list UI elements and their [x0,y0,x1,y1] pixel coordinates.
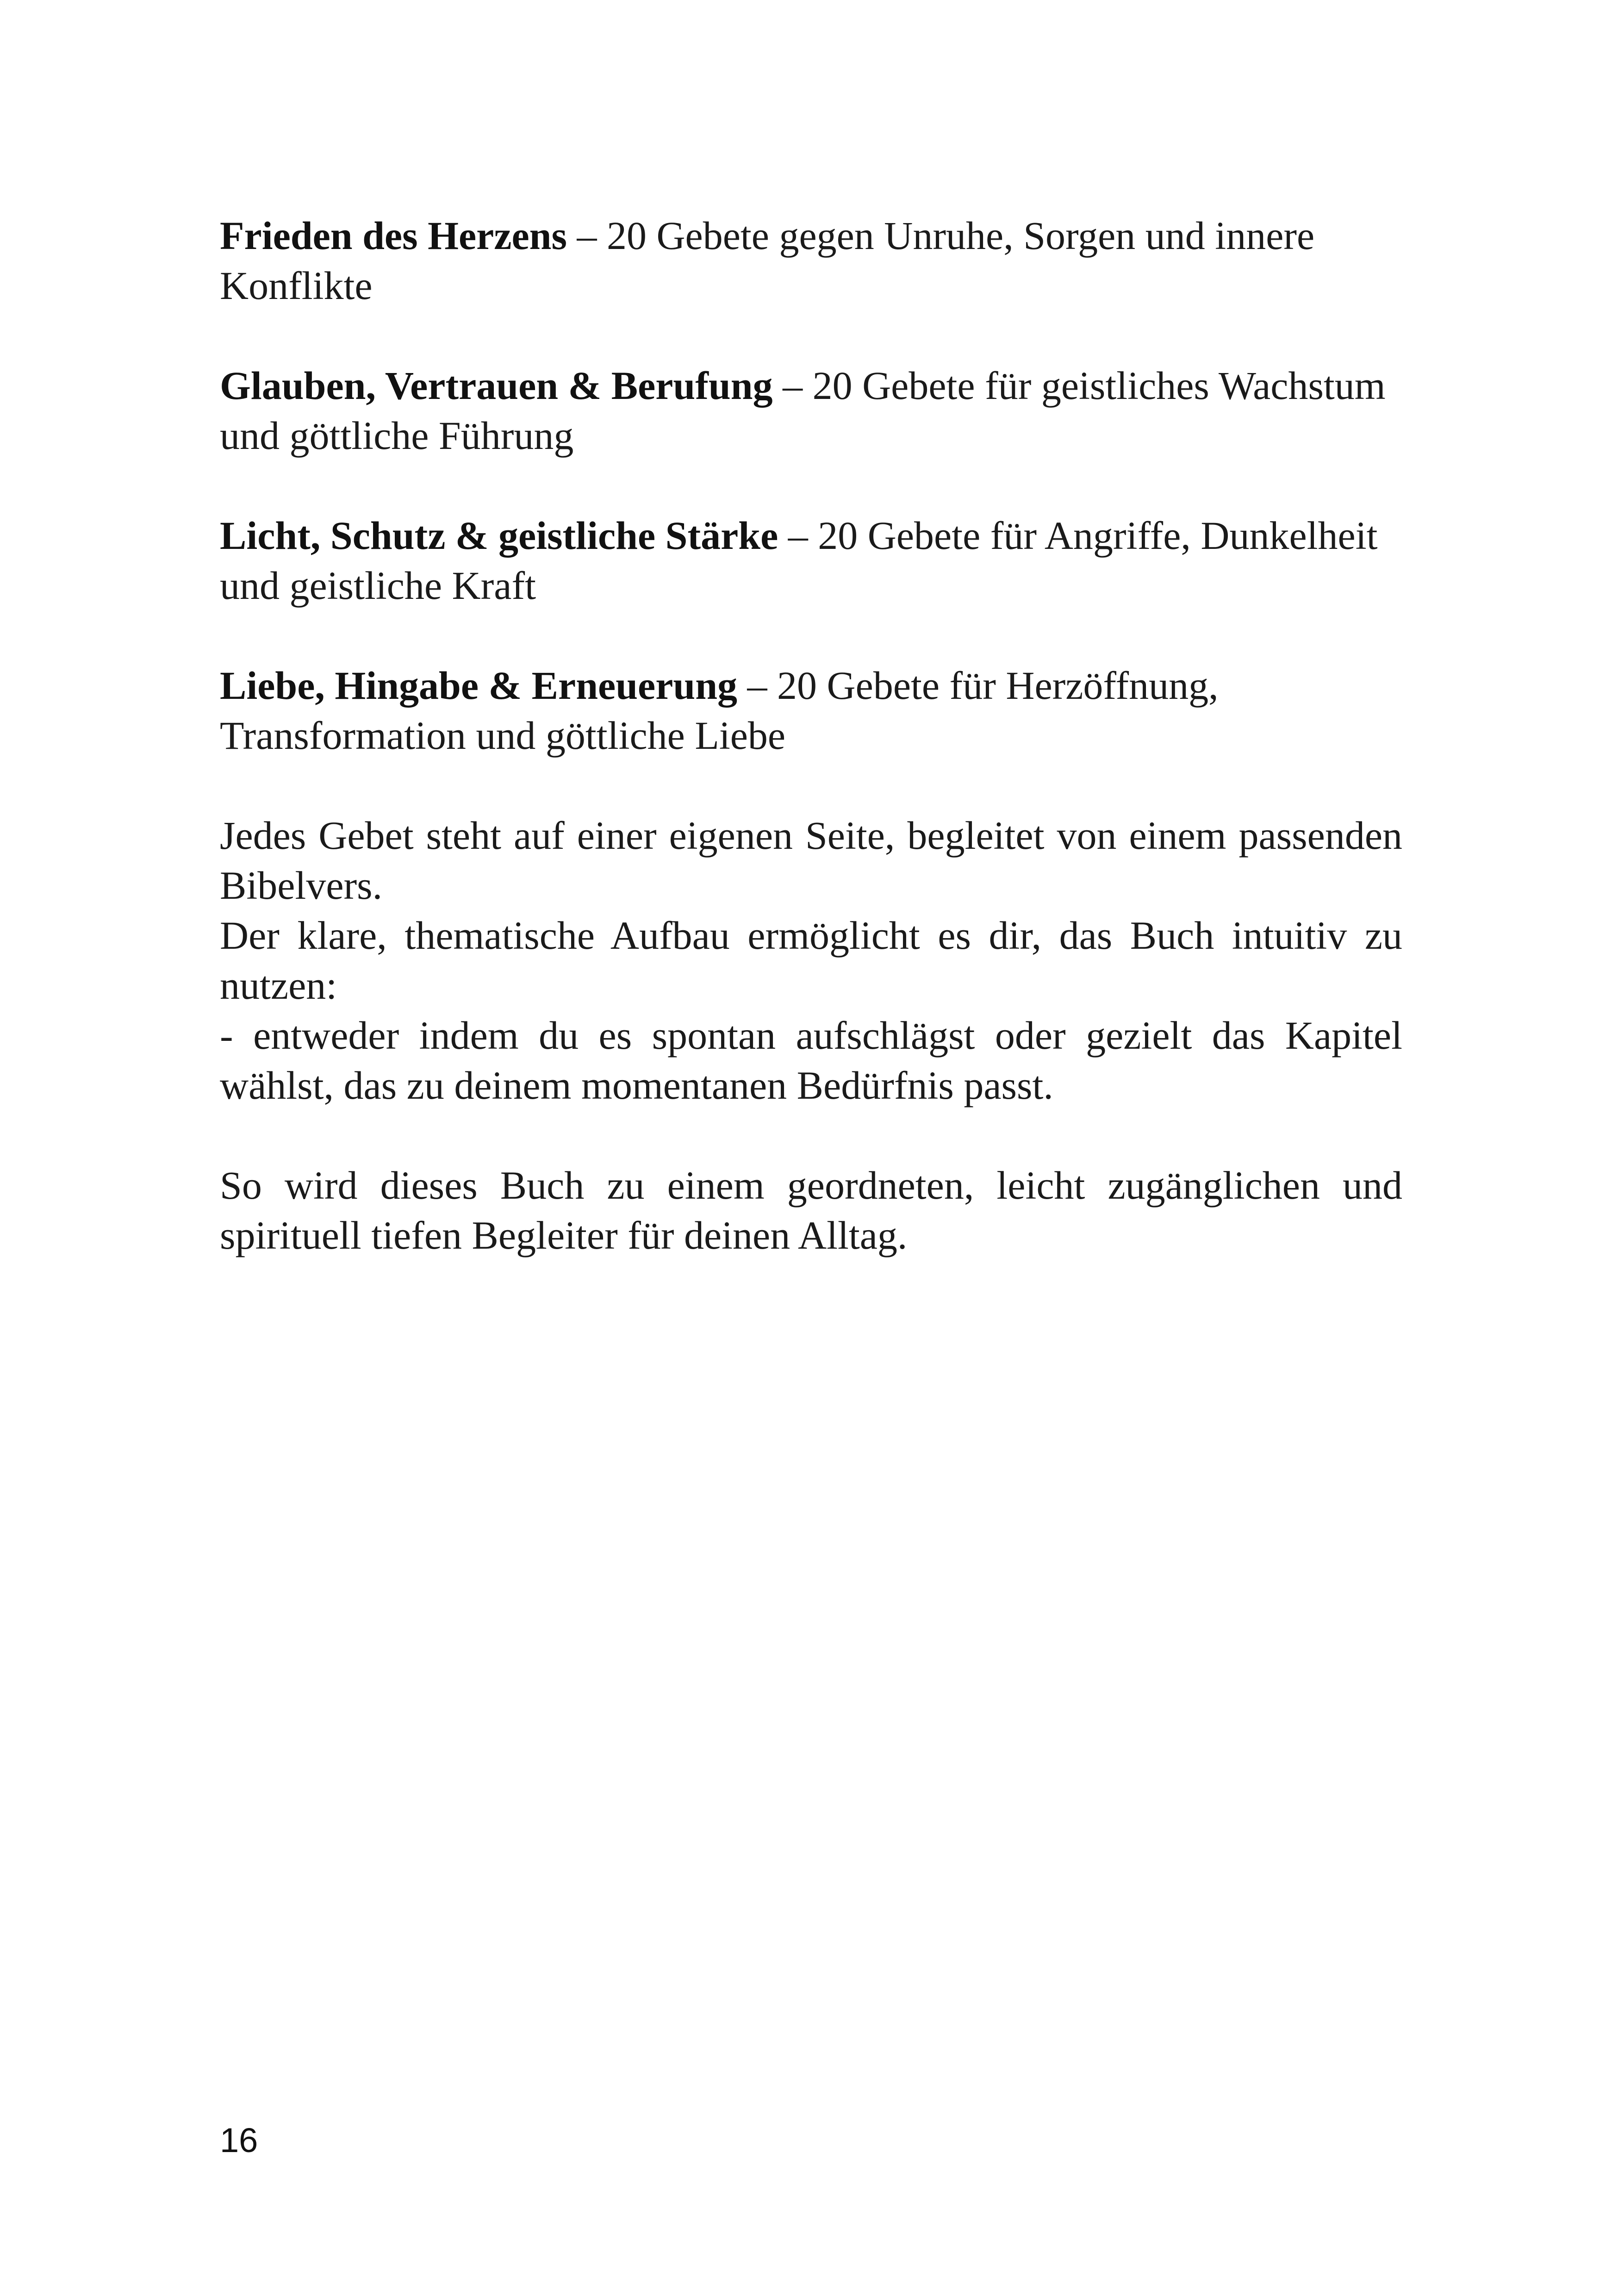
chapter-entry-frieden [220,211,1402,311]
page-content [220,211,1402,1260]
chapter-description: – 20 Gebete für Herzöffnung, Transformation und göttliche Liebe [220,663,1219,758]
chapter-title: Frieden des Herzens [220,213,567,258]
paragraph-usage: - entweder indem du es spontan aufschlägst oder gezielt das Kapitel wählst, das zu deinem momentanen Bedürfnis passt. [220,1013,1402,1108]
chapter-entry-glauben [220,361,1402,460]
chapter-entry-liebe [220,660,1402,760]
chapter-entry-licht [220,510,1402,610]
paragraph-closing: So wird dieses Buch zu einem geordneten, leicht zugänglichen und spirituell tiefen Begleiter für deinen Alltag. [220,1163,1402,1257]
chapter-title: Glauben, Vertrauen & Berufung [220,363,773,408]
page-number: 16 [220,2121,258,2159]
chapter-description: – 20 Gebete für Angriffe, Dunkelheit und geistliche Kraft [220,513,1378,608]
chapter-description: – 20 Gebete für geistliches Wachstum und göttliche Führung [220,363,1386,458]
paragraph-structure: Der klare, thematische Aufbau ermöglicht es dir, das Buch intuitiv zu nutzen: [220,913,1402,1008]
chapter-description: – 20 Gebete gegen Unruhe, Sorgen und innere Konflikte [220,213,1315,308]
paragraph-prayer-layout: Jedes Gebet steht auf einer eigenen Seite, begleitet von einem passenden Bibelvers. [220,813,1402,908]
chapter-title: Liebe, Hingabe & Erneuerung [220,663,738,708]
chapter-title: Licht, Schutz & geistliche Stärke [220,513,778,558]
